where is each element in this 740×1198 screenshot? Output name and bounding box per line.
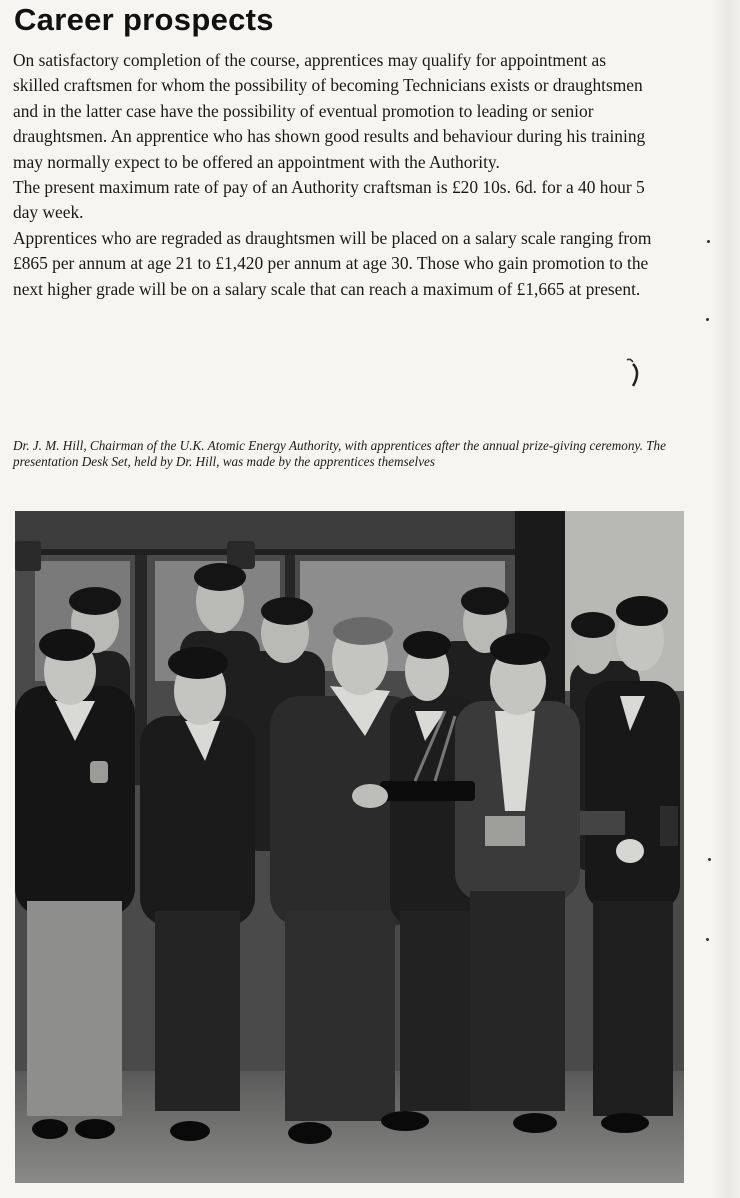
page-edge xyxy=(712,0,740,1198)
body-text xyxy=(13,48,653,302)
group-photograph xyxy=(15,511,684,1183)
photo-caption: Dr. J. M. Hill, Chairman of the U.K. Atomic Energy Authority, with apprentices after the annual prize-giving ceremony. The presentation Desk Set, held by Dr. Hill, was made by the apprentices themselves xyxy=(13,438,666,469)
photo-illustration xyxy=(15,511,684,1183)
print-speck xyxy=(707,240,710,243)
print-speck xyxy=(708,858,711,861)
paragraph-qualification: On satisfactory completion of the course, apprentices may qualify for appointment as skilled craftsmen for whom the possibility of becoming Technicians exists or draughtsmen and in the latter case have the possibility of eventual promotion to leading or senior draughtsmen. An apprentice who has shown good results and behaviour during his training may normally expect to be offered an appointment with the Authority. xyxy=(13,50,646,172)
paragraph-craftsman-pay: The present maximum rate of pay of an Authority craftsman is £20 10s. 6d. for a 40 hour 5 day week. xyxy=(13,177,645,223)
print-speck xyxy=(706,938,709,941)
print-speck xyxy=(706,318,709,321)
paragraph-draughtsman-salary: Apprentices who are regraded as draughtsmen will be placed on a salary scale ranging from £865 per annum at age 21 to £1,420 per annum at age 30. Those who gain promotion to the next higher grade will be on a salary scale that can reach a maximum of £1,665 at present. xyxy=(13,227,652,299)
page-heading: Career prospects xyxy=(14,2,274,37)
pencil-mark xyxy=(624,356,646,392)
blazer-badge xyxy=(90,761,108,783)
held-box xyxy=(580,811,625,835)
